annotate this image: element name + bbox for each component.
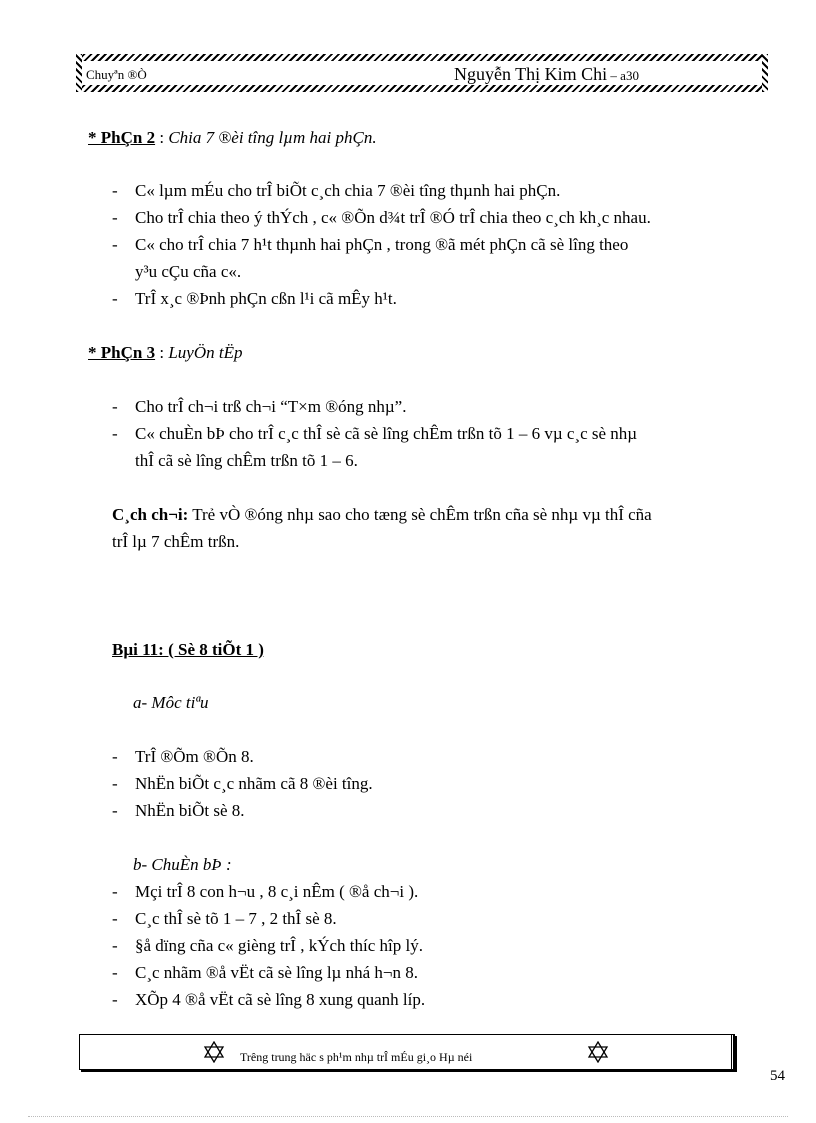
footer-school-name: Trêng trung häc s ph¹m nhµ trÎ mÉu gi¸o Hµ néi xyxy=(240,1050,473,1064)
bullet-dash: - xyxy=(112,424,118,443)
bullet-dash: - xyxy=(112,208,118,227)
part3-title: LuyÖn tËp xyxy=(168,343,243,362)
page-edge-divider xyxy=(28,1116,788,1117)
list-item-continuation: y³u cÇu cña c«. xyxy=(135,262,242,281)
bullet-dash: - xyxy=(112,181,118,200)
howto-line-1 xyxy=(112,505,652,525)
bullet-dash: - xyxy=(112,990,118,1009)
list-item: NhËn biÕt sè 8. xyxy=(135,801,245,820)
part2-heading: * PhÇn 2 xyxy=(88,128,156,147)
bullet-dash: - xyxy=(112,397,118,416)
list-item: C« chuÈn bÞ cho trÎ c¸c thÎ sè cã sè lîng chÊm trßn tõ 1 – 6 vµ c¸c sè nhµ xyxy=(135,424,638,443)
part3-heading-line xyxy=(88,343,242,363)
list-item: Cho trÎ ch¬i trß ch¬i “T×m ®óng nhµ”. xyxy=(135,397,407,416)
part3-heading: * PhÇn 3 xyxy=(88,343,156,362)
part2-heading-line xyxy=(88,128,377,148)
part2-title: Chia 7 ®èi tîng lµm hai phÇn. xyxy=(168,128,377,147)
list-item: TrÎ ®Õm ®Õn 8. xyxy=(135,747,254,766)
list-item: XÕp 4 ®å vËt cã sè lîng 8 xung quanh líp. xyxy=(135,990,426,1009)
preparation-heading: b- ChuÈn bÞ : xyxy=(133,855,232,874)
header-subject: Chuyªn ®Ò xyxy=(86,67,147,82)
list-item: Mçi trÎ 8 con h¬u , 8 c¸i nÊm ( ®å ch¬i ). xyxy=(135,882,419,901)
bullet-dash: - xyxy=(112,747,118,766)
bullet-dash: - xyxy=(112,801,118,820)
list-item: NhËn biÕt c¸c nhãm cã 8 ®èi tîng. xyxy=(135,774,373,793)
howto-label: C¸ch ch¬i: xyxy=(112,505,189,524)
header-author xyxy=(454,64,639,85)
header-border-top xyxy=(76,54,768,61)
list-item: §å dïng cña c« gièng trÎ , kÝch thíc hîp lý. xyxy=(135,936,423,955)
list-item: C¸c thÎ sè tõ 1 – 7 , 2 thÎ sè 8. xyxy=(135,909,337,928)
author-name: Nguyễn Thị Kim Chi xyxy=(454,64,608,84)
part3-sep: : xyxy=(155,343,169,362)
bullet-dash: - xyxy=(112,774,118,793)
list-item: C« cho trÎ chia 7 h¹t thµnh hai phÇn , trong ®ã mét phÇn cã sè lîng theo xyxy=(135,235,629,254)
header-border-right xyxy=(762,54,768,92)
header-border-left xyxy=(76,54,82,92)
howto-line-2: trÎ lµ 7 chÊm trßn. xyxy=(112,532,240,551)
author-class: – a30 xyxy=(607,68,639,83)
header-border-bottom xyxy=(76,85,768,92)
part2-sep: : xyxy=(155,128,169,147)
page-footer xyxy=(79,1034,735,1070)
objectives-heading: a- Môc tiªu xyxy=(133,693,209,712)
bullet-dash: - xyxy=(112,936,118,955)
lesson-title: Bµi 11: ( Sè 8 tiÕt 1 ) xyxy=(112,640,264,659)
bullet-dash: - xyxy=(112,882,118,901)
list-item-continuation: thÎ cã sè lîng chÊm trßn tõ 1 – 6. xyxy=(135,451,358,470)
bullet-dash: - xyxy=(112,909,118,928)
bullet-dash: - xyxy=(112,289,118,308)
star-of-david-icon xyxy=(203,1041,225,1063)
list-item: C¸c nhãm ®å vËt cã sè lîng lµ nhá h¬n 8. xyxy=(135,963,418,982)
star-of-david-icon xyxy=(587,1041,609,1063)
howto-text: Trẻ vÒ ®óng nhµ sao cho tæng sè chÊm trßn cña sè nhµ vµ thÎ cña xyxy=(188,505,652,524)
page-header xyxy=(76,54,768,92)
bullet-dash: - xyxy=(112,235,118,254)
list-item: C« lµm mÉu cho trÎ biÕt c¸ch chia 7 ®èi tîng thµnh hai phÇn. xyxy=(135,181,561,200)
page-number: 54 xyxy=(770,1068,785,1084)
list-item: Cho trÎ chia theo ý thÝch , c« ®Õn d¾t trÎ ®Ó trÎ chia theo c¸ch kh¸c nhau. xyxy=(135,208,651,227)
bullet-dash: - xyxy=(112,963,118,982)
list-item: TrÎ x¸c ®Þnh phÇn cßn l¹i cã mÊy h¹t. xyxy=(135,289,397,308)
